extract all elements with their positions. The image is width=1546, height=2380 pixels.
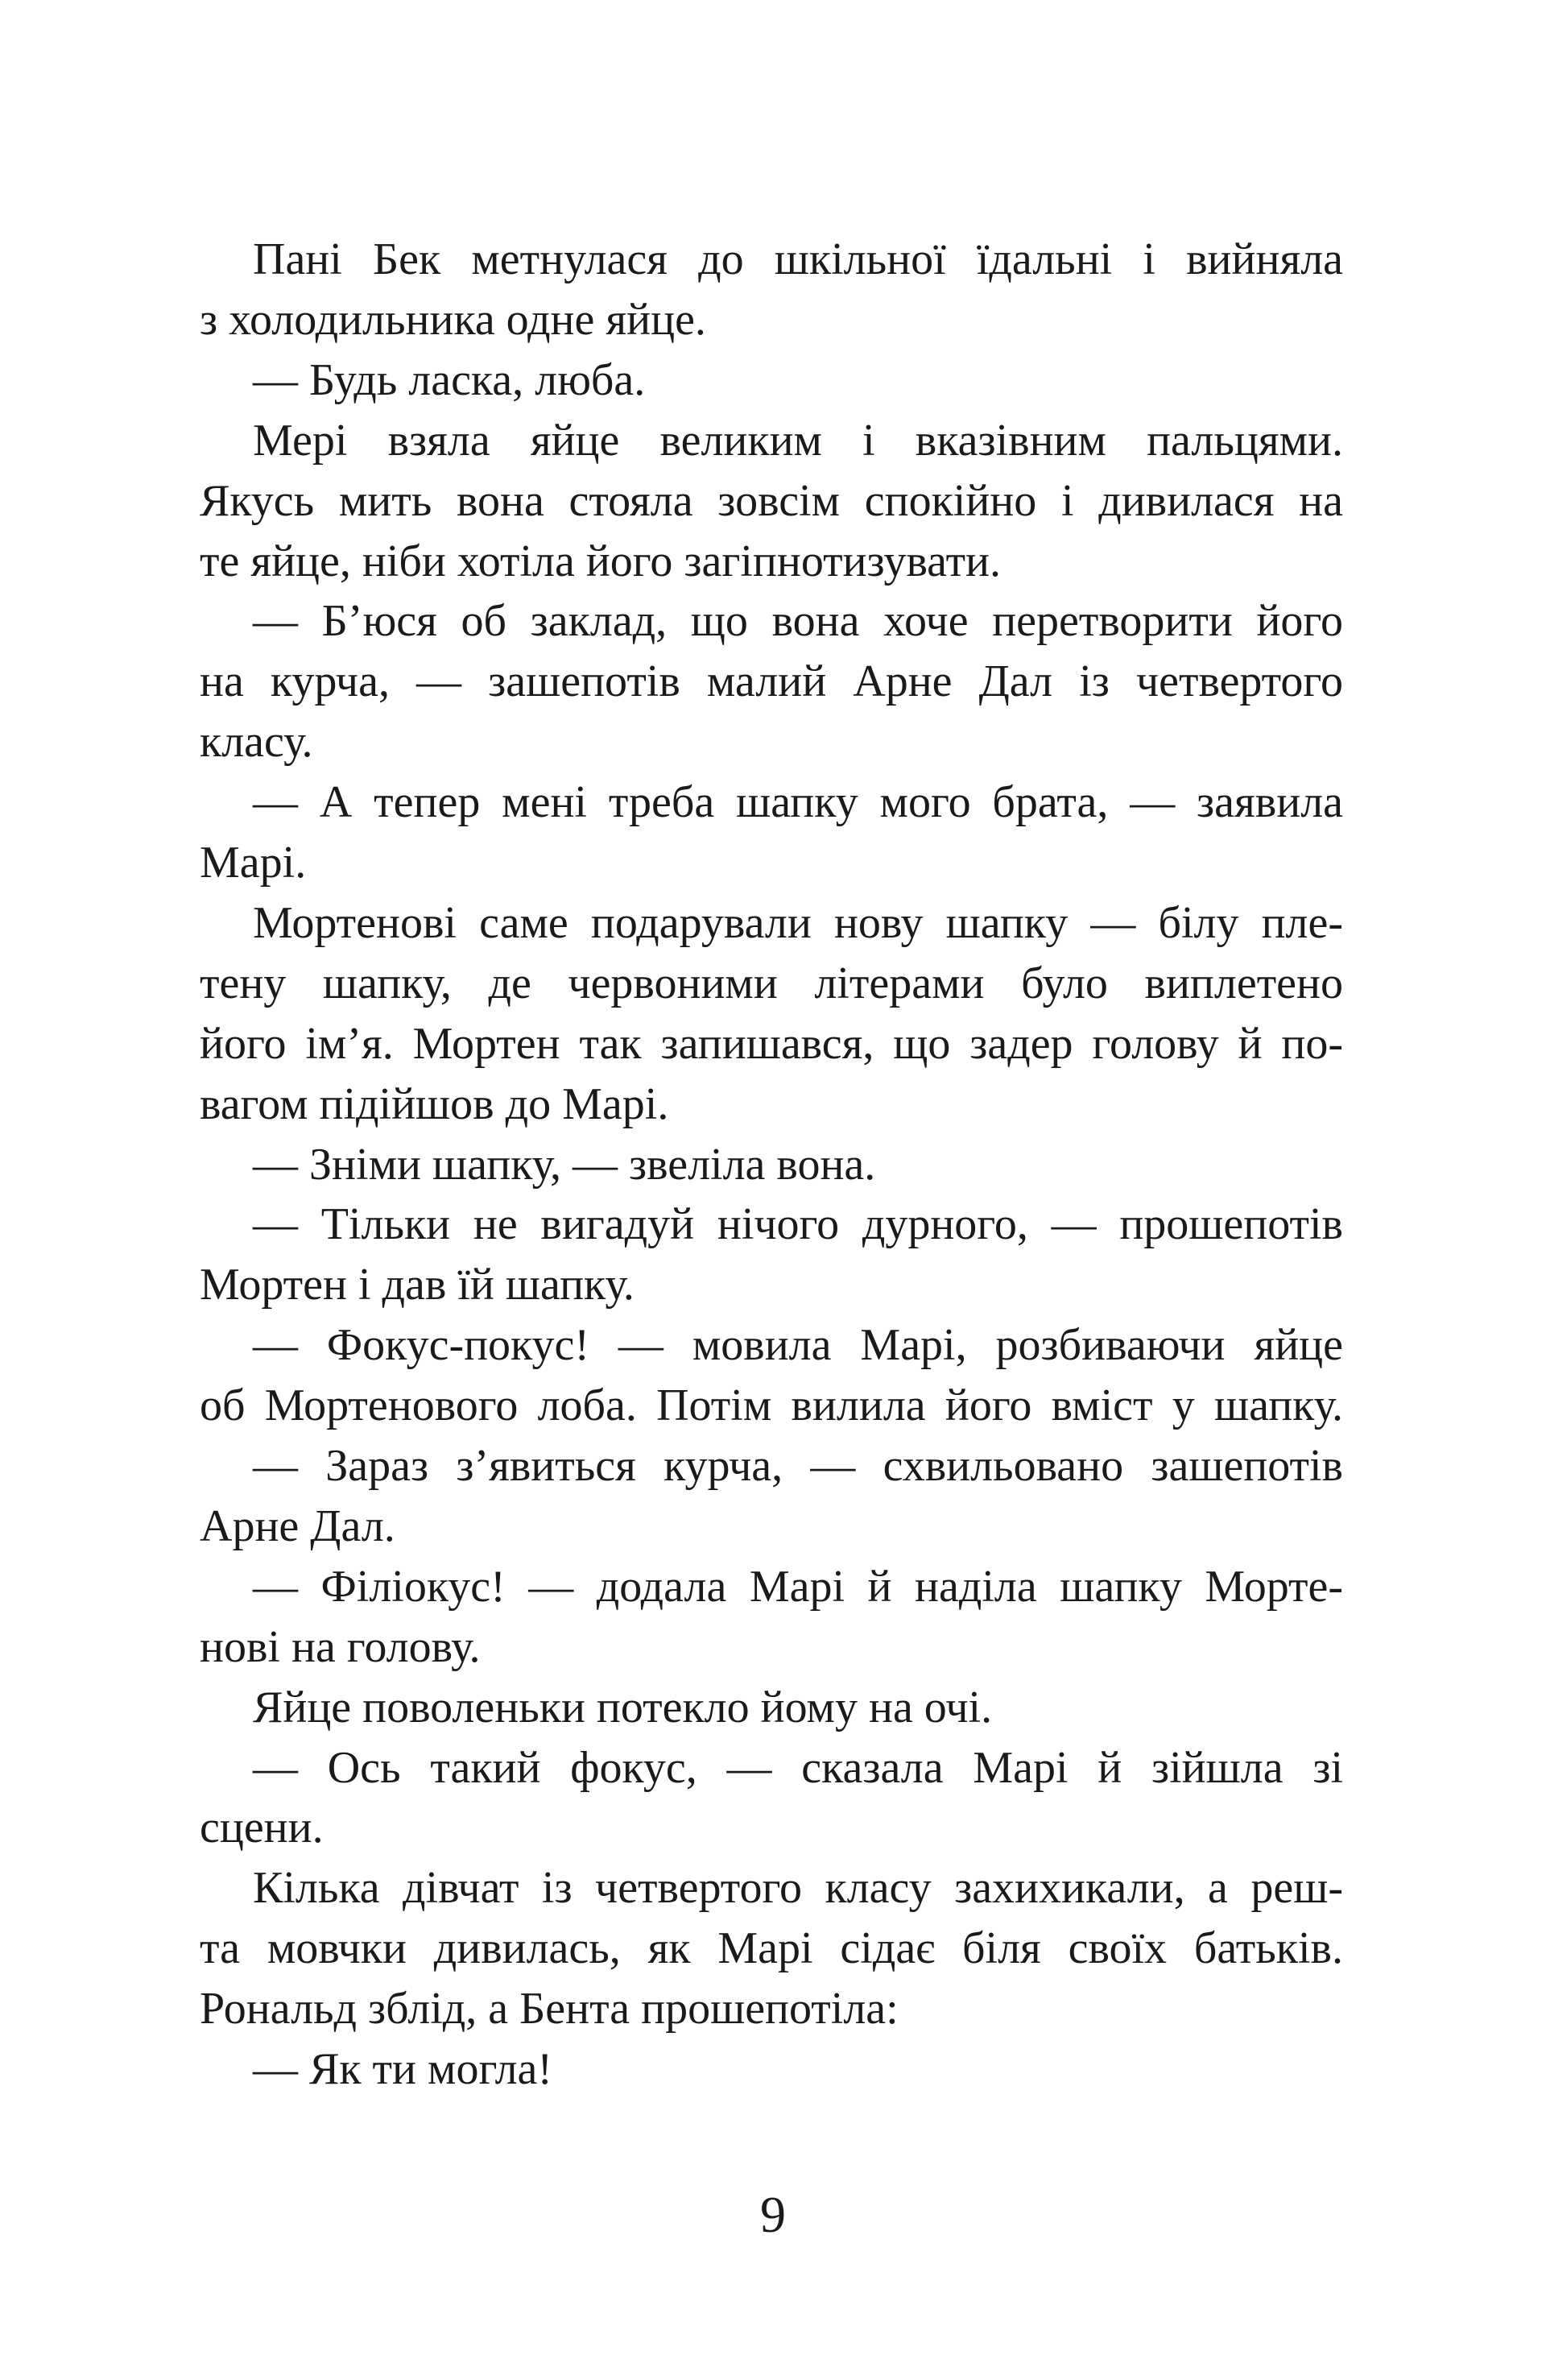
text-line: об Мортенового лоба. Потім вилила його вміст у шапку. (200, 1380, 1343, 1431)
text-line: — Будь ласка, люба. (253, 354, 646, 405)
text-line: Пані Бек метнулася до шкільної їдальні і вийняла (253, 234, 1343, 284)
text-line: — Б’юся об заклад, що вона хоче перетворити його (253, 596, 1343, 647)
text-line: — Тільки не вигадуй нічого дурного, — прошепотів (253, 1199, 1343, 1250)
text-line: — Зніми шапку, — звеліла вона. (253, 1139, 876, 1190)
text-line: нові на голову. (200, 1621, 481, 1672)
text-line: класу. (200, 717, 313, 768)
text-line: на курча, — зашепотів малий Арне Дал із четвертого (200, 656, 1343, 707)
text-line: Якусь мить вона стояла зовсім спокійно і дивилася на (200, 475, 1343, 526)
text-line: — А тепер мені треба шапку мого брата, — заявила (253, 777, 1343, 828)
text-line: сцени. (200, 1803, 324, 1853)
text-line: Марі. (200, 838, 307, 888)
text-line: з холодильника одне яйце. (200, 294, 706, 345)
text-line: Мортенові саме подарували нову шапку — білу пле- (253, 897, 1343, 948)
text-line: те яйце, ніби хотіла його загіпнотизувати. (200, 536, 1002, 586)
text-line: Арне Дал. (200, 1500, 395, 1551)
text-line: Мері взяла яйце великим і вказівним пальцями. (253, 415, 1343, 466)
text-line: Рональд зблід, а Бента прошепотіла: (200, 1984, 899, 2034)
text-line: — Як ти могла! (253, 2044, 553, 2094)
text-line: Мортен і дав їй шапку. (200, 1260, 635, 1310)
text-line: — Філіокус! — додала Марі й наділа шапку Морте- (253, 1561, 1343, 1612)
text-line: вагом підійшов до Марі. (200, 1078, 669, 1129)
text-line: — Фокус-покус! — мовила Марі, розбиваючи яйце (253, 1320, 1343, 1371)
text-line: Яйце поволеньки потекло йому на очі. (253, 1682, 993, 1732)
page-number: 9 (760, 2186, 786, 2243)
text-line: тену шапку, де червоними літерами було виплетено (200, 958, 1343, 1008)
text-line: та мовчки дивилась, як Марі сідає біля своїх батьків. (200, 1923, 1343, 1974)
text-line: — Зараз з’явиться курча, — схвильовано зашепотів (253, 1441, 1343, 1491)
text-line: Кілька дівчат із четвертого класу захихикали, а реш- (253, 1863, 1343, 1914)
text-line: — Ось такий фокус, — сказала Марі й зійшла зі (253, 1742, 1343, 1793)
text-line: його ім’я. Мортен так запишався, що задер голову й по- (200, 1018, 1343, 1069)
